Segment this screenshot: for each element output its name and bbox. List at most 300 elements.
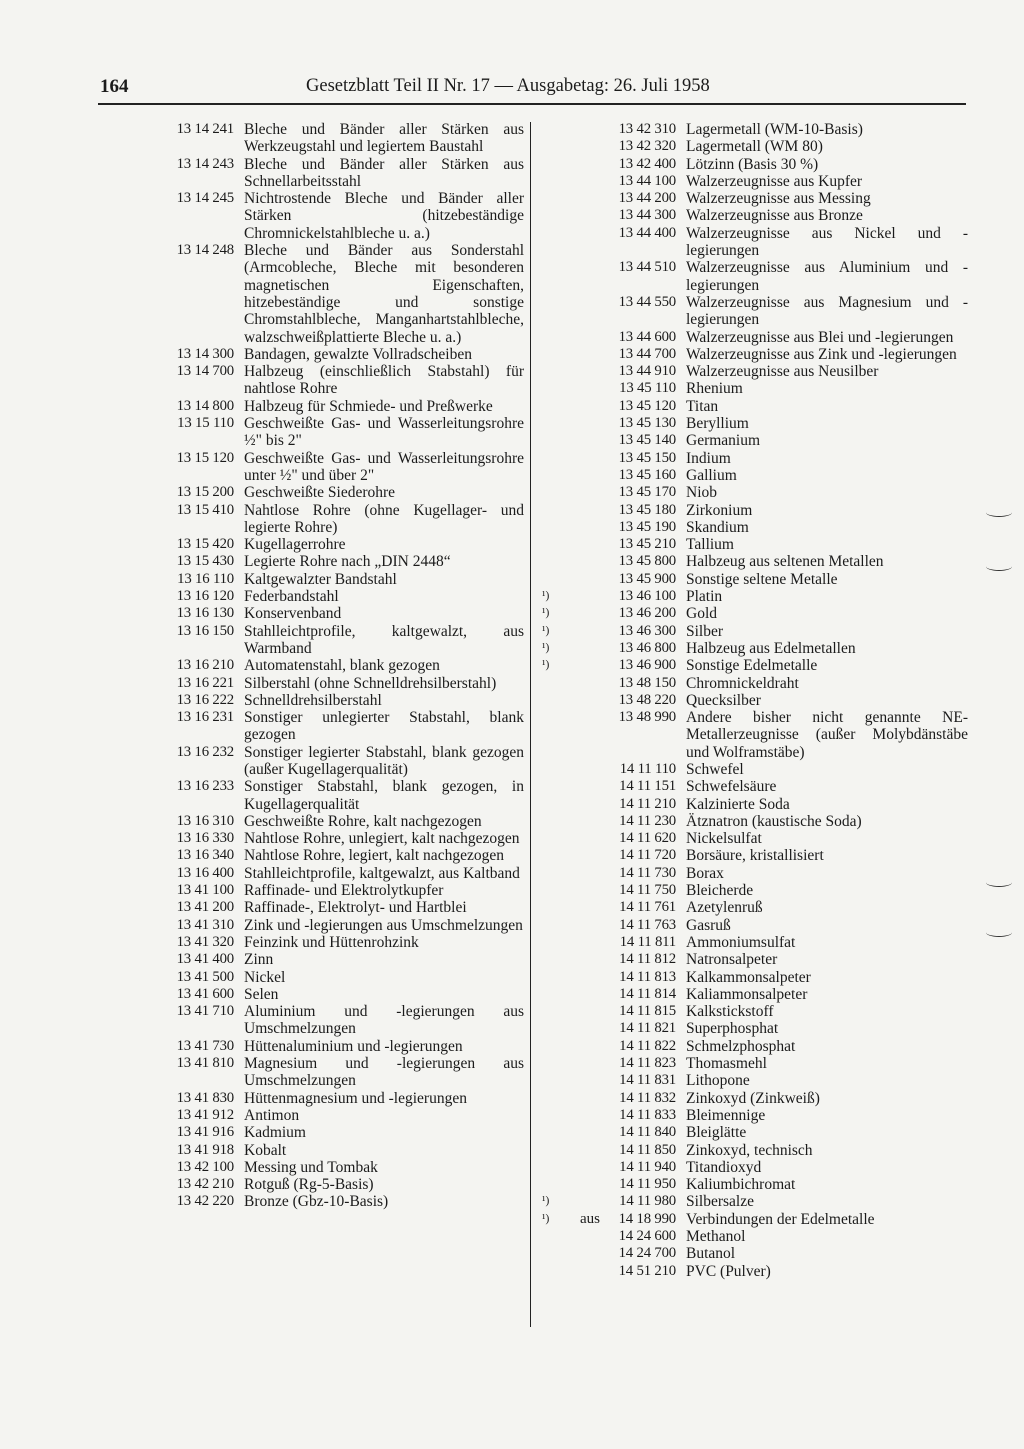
entry-code: 14 24 700 [618, 1245, 676, 1262]
list-entry [538, 623, 968, 640]
list-entry [96, 398, 524, 415]
entry-description: Zirkonium [686, 501, 753, 519]
entry-code: 13 16 130 [176, 605, 234, 622]
entry-code: 13 46 200 [618, 605, 676, 622]
footnote-marker: ¹) [542, 1195, 550, 1208]
entry-description: Kugellagerrohre [244, 536, 346, 554]
list-entry [538, 1228, 968, 1245]
entry-code: 13 42 220 [176, 1193, 234, 1210]
list-entry [96, 502, 524, 537]
entry-code: 13 44 100 [618, 172, 676, 189]
list-entry [538, 553, 968, 570]
list-entry [538, 675, 968, 692]
entry-description: Kadmium [244, 1124, 306, 1142]
entry-description: Lötzinn (Basis 30 %) [686, 155, 819, 173]
entry-description: Kobalt [244, 1141, 287, 1159]
entry-description: Azetylenruß [686, 899, 763, 917]
entry-description: Halbzeug für Schmiede- und Preßwerke [244, 397, 493, 415]
entry-description: Methanol [686, 1228, 746, 1245]
entry-description: Ätznatron (kaustische Soda) [686, 812, 862, 830]
list-entry [538, 121, 968, 138]
entry-code: 14 11 814 [619, 985, 676, 1002]
entry-description: Quecksilber [686, 691, 761, 709]
list-entry [96, 951, 524, 968]
entry-description: Lithopone [686, 1072, 750, 1090]
entry-code: 13 14 243 [176, 155, 234, 172]
list-entry [538, 969, 968, 986]
entry-description: Silber [686, 622, 724, 640]
list-entry [96, 190, 524, 242]
list-entry [96, 1176, 524, 1193]
list-entry [538, 380, 968, 397]
entry-code: 14 51 210 [618, 1262, 676, 1279]
entry-description: Platin [686, 588, 723, 606]
list-entry [538, 571, 968, 588]
entry-description: Superphosphat [686, 1020, 779, 1038]
list-entry [96, 1142, 524, 1159]
list-entry [538, 259, 968, 294]
entry-code: 13 45 110 [619, 380, 676, 397]
list-entry [538, 519, 968, 536]
list-entry [538, 1090, 968, 1107]
list-entry [538, 346, 968, 363]
entry-description: Bleche und Bänder aller Stärken aus Werkzeugstahl und legiertem Baustahl [244, 121, 524, 156]
entry-description: Andere bisher nicht genannte NE-Metallerzeugnisse (außer Molybdänstäbe und Wolframstäbe) [686, 709, 968, 761]
entry-description: Titan [686, 397, 719, 415]
entry-description: Niob [686, 484, 717, 502]
list-entry [538, 329, 968, 346]
entry-code: 14 11 822 [619, 1037, 676, 1054]
entry-code: 13 41 600 [176, 985, 234, 1002]
column-divider [530, 122, 531, 1327]
entry-code: 13 45 800 [618, 553, 676, 570]
entry-description: Sonstiger unlegierter Stabstahl, blank gezogen [244, 709, 524, 744]
entry-code: 13 16 222 [176, 691, 234, 708]
entry-description: Hüttenaluminium und -legierungen [244, 1037, 463, 1055]
entry-code: 13 46 800 [618, 639, 676, 656]
entry-description: Lagermetall (WM 80) [686, 138, 823, 156]
list-entry [96, 778, 524, 813]
entry-description: Geschweißte Siederohre [244, 484, 396, 502]
list-entry [96, 744, 524, 779]
entry-description: Germanium [686, 432, 761, 450]
entry-code: 13 16 120 [176, 588, 234, 605]
entry-description: Butanol [686, 1245, 736, 1263]
entry-code: 13 14 245 [176, 190, 234, 207]
entry-code: 13 16 400 [176, 864, 234, 881]
entry-code: 13 16 210 [176, 657, 234, 674]
list-entry [538, 847, 968, 864]
entry-description: Zinn [244, 951, 274, 969]
list-entry [96, 623, 524, 658]
entry-code: 14 11 761 [619, 899, 676, 916]
entry-code: 13 42 210 [176, 1176, 234, 1193]
margin-mark [986, 562, 1012, 571]
entry-description: Stahlleichtprofile, kaltgewalzt, aus Kaltband [244, 864, 520, 882]
list-entry [96, 986, 524, 1003]
entry-description: Geschweißte Rohre, kalt nachgezogen [244, 812, 482, 830]
list-entry [538, 830, 968, 847]
list-entry [96, 692, 524, 709]
list-entry [538, 398, 968, 415]
entry-code: 14 11 950 [619, 1176, 676, 1193]
list-entry [96, 156, 524, 191]
entry-description: Schwefel [686, 760, 744, 778]
entry-description: Gasruß [686, 916, 731, 934]
entry-code: 13 14 248 [176, 242, 234, 259]
entry-code: 13 42 400 [618, 155, 676, 172]
list-entry [538, 156, 968, 173]
entry-code: 14 11 151 [619, 778, 676, 795]
entry-description: Automatenstahl, blank gezogen [244, 657, 440, 675]
entry-code: 13 41 400 [176, 951, 234, 968]
entry-description: Walzerzeugnisse aus Blei und -legierungen [686, 328, 954, 346]
entry-code: 14 11 730 [619, 864, 676, 881]
list-entry [96, 1159, 524, 1176]
entry-description: Chromnickeldraht [686, 674, 799, 692]
entry-code: 13 15 420 [176, 536, 234, 553]
entry-code: 13 46 100 [618, 588, 676, 605]
entry-code: 14 11 812 [619, 951, 676, 968]
entry-code: 13 44 200 [618, 190, 676, 207]
entry-description: Zinkoxyd (Zinkweiß) [686, 1089, 820, 1107]
entry-description: Kaliammonsalpeter [686, 985, 808, 1003]
entry-description: Kaliumbichromat [686, 1176, 796, 1194]
entry-code: 14 11 980 [619, 1193, 676, 1210]
entry-description: Magnesium und -legierungen aus Umschmelzungen [244, 1055, 524, 1090]
list-entry [538, 363, 968, 380]
margin-mark [986, 508, 1012, 517]
entry-description: Nickelsulfat [686, 830, 762, 848]
entry-description: Schnelldrehsilberstahl [244, 691, 382, 709]
list-entry [538, 588, 968, 605]
list-entry [96, 1090, 524, 1107]
list-entry [96, 1107, 524, 1124]
entry-code: 13 41 100 [176, 882, 234, 899]
list-entry [538, 917, 968, 934]
entry-code: 13 15 200 [176, 484, 234, 501]
entry-description: Kalzinierte Soda [686, 795, 790, 813]
entry-description: Nickel [244, 968, 286, 986]
entry-code: 13 16 232 [176, 743, 234, 760]
footnote-marker: ¹) [542, 624, 550, 637]
entry-code: 13 41 830 [176, 1089, 234, 1106]
entry-description: Walzerzeugnisse aus Zink und -legierungen [686, 345, 957, 363]
list-entry [538, 865, 968, 882]
entry-code: 13 14 700 [176, 363, 234, 380]
entry-description: Bleicherde [686, 882, 754, 900]
list-entry [538, 207, 968, 224]
entry-description: Rotguß (Rg-5-Basis) [244, 1176, 374, 1194]
entry-code: 14 11 823 [619, 1055, 676, 1072]
list-entry [96, 882, 524, 899]
list-entry [538, 778, 968, 795]
entry-code: 14 11 750 [619, 882, 676, 899]
entry-code: 13 15 410 [176, 501, 234, 518]
entry-code: 13 44 400 [618, 224, 676, 241]
list-entry [538, 796, 968, 813]
entry-description: Bleche und Bänder aller Stärken aus Schnellarbeitsstahl [244, 155, 524, 190]
entry-code: 14 11 815 [619, 1003, 676, 1020]
entry-description: PVC (Pulver) [686, 1262, 771, 1280]
entry-code: 13 46 900 [618, 657, 676, 674]
list-entry [538, 1003, 968, 1020]
entry-code: 13 16 310 [176, 812, 234, 829]
entry-code: 14 11 850 [619, 1141, 676, 1158]
entry-description: Borax [686, 864, 724, 882]
list-entry [96, 1003, 524, 1038]
entry-description: Sonstiger Stabstahl, blank gezogen, in Kugellagerqualität [244, 778, 524, 813]
entry-code: 13 42 310 [618, 121, 676, 137]
aus-qualifier: aus [580, 1210, 600, 1227]
entry-code: 13 48 220 [618, 691, 676, 708]
left-column [96, 121, 524, 1211]
margin-mark [986, 878, 1012, 887]
list-entry [96, 571, 524, 588]
entry-code: 13 15 110 [177, 415, 234, 432]
entry-code: 13 45 130 [618, 415, 676, 432]
entry-code: 13 41 310 [176, 916, 234, 933]
entry-description: Halbzeug (einschließlich Stabstahl) für nahtlose Rohre [244, 363, 524, 398]
entry-code: 13 16 340 [176, 847, 234, 864]
entry-code: 13 44 700 [618, 345, 676, 362]
entry-description: Bleimennige [686, 1106, 766, 1124]
list-entry [538, 1072, 968, 1089]
entry-code: 13 42 100 [176, 1158, 234, 1175]
list-entry [538, 450, 968, 467]
entry-code: 13 45 160 [618, 466, 676, 483]
list-entry [538, 536, 968, 553]
entry-code: 13 15 120 [176, 449, 234, 466]
entry-code: 14 11 230 [619, 812, 676, 829]
entry-code: 13 48 150 [618, 674, 676, 691]
list-entry [538, 640, 968, 657]
entry-description: Halbzeug aus seltenen Metallen [686, 553, 884, 571]
entry-description: Bandagen, gewalzte Vollradscheiben [244, 345, 472, 363]
page-number: 164 [100, 76, 129, 97]
entry-code: 14 18 990 [618, 1210, 676, 1227]
entry-code: 14 11 831 [619, 1072, 676, 1089]
entry-code: 13 44 600 [618, 328, 676, 345]
entry-code: 14 11 763 [619, 916, 676, 933]
list-entry [538, 1055, 968, 1072]
list-entry [96, 588, 524, 605]
list-entry [538, 813, 968, 830]
entry-code: 13 14 800 [176, 397, 234, 414]
list-entry [96, 363, 524, 398]
list-entry [538, 173, 968, 190]
entry-description: Thomasmehl [686, 1055, 767, 1073]
list-entry [538, 1176, 968, 1193]
entry-description: Bleiglätte [686, 1124, 747, 1142]
entry-description: Aluminium und -legierungen aus Umschmelzungen [244, 1003, 524, 1038]
entry-code: 13 41 320 [176, 933, 234, 950]
entry-description: Federbandstahl [244, 588, 339, 606]
entry-description: Legierte Rohre nach „DIN 2448“ [244, 553, 451, 571]
list-entry [96, 657, 524, 674]
entry-description: Gallium [686, 466, 737, 484]
entry-description: Skandium [686, 518, 749, 536]
list-entry [96, 969, 524, 986]
entry-description: Nahtlose Rohre, unlegiert, kalt nachgezogen [244, 830, 520, 848]
entry-description: Walzerzeugnisse aus Neusilber [686, 363, 879, 381]
entry-description: Nahtlose Rohre (ohne Kugellager- und legierte Rohre) [244, 501, 524, 536]
list-entry [96, 484, 524, 501]
list-entry [538, 934, 968, 951]
entry-code: 14 11 940 [619, 1158, 676, 1175]
entry-description: Walzerzeugnisse aus Bronze [686, 207, 863, 225]
list-entry [96, 813, 524, 830]
entry-code: 13 16 110 [177, 570, 234, 587]
entry-description: Walzerzeugnisse aus Aluminium und -legierungen [686, 259, 968, 294]
entry-description: Halbzeug aus Edelmetallen [686, 639, 856, 657]
entry-code: 13 44 510 [618, 259, 676, 276]
entry-description: Bleche und Bänder aus Sonderstahl (Armcobleche, Bleche mit besonderen magnetischen Eigenschaften, hitzebeständige und sonstige Chromstahlbleche, Manganhartstahlbleche, walzschweißplattierte Bleche u. a.) [244, 242, 524, 346]
entry-description: Silberstahl (ohne Schnelldrehsilberstahl) [244, 674, 497, 692]
list-entry [538, 882, 968, 899]
entry-description: Messing und Tombak [244, 1158, 378, 1176]
entry-code: 13 44 910 [618, 363, 676, 380]
right-column [538, 121, 968, 1280]
list-entry [96, 865, 524, 882]
list-entry [538, 138, 968, 155]
footnote-marker: ¹) [542, 590, 550, 603]
list-entry [96, 1038, 524, 1055]
list-entry [96, 830, 524, 847]
entry-description: Natronsalpeter [686, 951, 778, 969]
list-entry [96, 121, 524, 156]
footnote-marker: ¹) [542, 659, 550, 672]
list-entry [96, 934, 524, 951]
entry-description: Geschweißte Gas- und Wasserleitungsrohre unter ½" und über 2" [244, 449, 524, 484]
entry-description: Konservenband [244, 605, 342, 623]
entry-description: Tallium [686, 536, 734, 554]
entry-code: 13 16 330 [176, 830, 234, 847]
entry-code: 13 42 320 [618, 138, 676, 155]
list-entry [538, 692, 968, 709]
entry-description: Walzerzeugnisse aus Magnesium und -legierungen [686, 293, 968, 329]
entry-code: 13 45 210 [618, 536, 676, 553]
entry-description: Sonstige seltene Metalle [686, 570, 838, 588]
entry-code: 14 11 840 [619, 1124, 676, 1141]
entry-description: Bronze (Gbz-10-Basis) [244, 1193, 389, 1211]
entry-description: Borsäure, kristallisiert [686, 847, 824, 865]
list-entry [96, 553, 524, 570]
entry-code: 13 45 120 [618, 397, 676, 414]
list-entry [538, 1263, 968, 1280]
list-entry [96, 675, 524, 692]
list-entry [96, 917, 524, 934]
list-entry [96, 536, 524, 553]
entry-code: 13 16 221 [176, 674, 234, 691]
entry-description: Kalkstickstoff [686, 1003, 774, 1021]
entry-description: Zink und -legierungen aus Umschmelzungen [244, 916, 523, 934]
entry-description: Schwefelsäure [686, 778, 777, 796]
list-entry [538, 1020, 968, 1037]
list-entry [538, 1142, 968, 1159]
list-entry [538, 1211, 968, 1228]
footnote-marker: ¹) [542, 1212, 550, 1225]
entry-code: 13 44 300 [618, 207, 676, 224]
list-entry [96, 709, 524, 744]
entry-code: 14 24 600 [618, 1228, 676, 1244]
entry-description: Hüttenmagnesium und -legierungen [244, 1089, 467, 1107]
list-entry [538, 467, 968, 484]
list-entry [538, 415, 968, 432]
footnote-marker: ¹) [542, 641, 550, 654]
entry-code: 14 11 833 [619, 1106, 676, 1123]
entry-description: Kalkammonsalpeter [686, 968, 811, 986]
entry-code: 13 44 550 [618, 293, 676, 310]
entry-description: Schmelzphosphat [686, 1037, 796, 1055]
list-entry [538, 986, 968, 1003]
footnote-marker: ¹) [542, 607, 550, 620]
entry-description: Raffinade- und Elektrolytkupfer [244, 882, 444, 900]
entry-code: 13 45 170 [618, 484, 676, 501]
entry-code: 14 11 720 [619, 847, 676, 864]
entry-code: 14 11 832 [619, 1089, 676, 1106]
list-entry [538, 657, 968, 674]
entry-code: 13 41 730 [176, 1037, 234, 1054]
list-entry [96, 847, 524, 864]
header-rule [98, 103, 966, 105]
entry-code: 13 41 500 [176, 968, 234, 985]
entry-description: Sonstiger legierter Stabstahl, blank gezogen (außer Kugellagerqualität) [244, 743, 524, 778]
list-entry [538, 1159, 968, 1176]
entry-code: 13 16 150 [176, 622, 234, 639]
entry-code: 13 14 300 [176, 345, 234, 362]
entry-code: 13 15 430 [176, 553, 234, 570]
list-entry [538, 225, 968, 260]
entry-description: Verbindungen der Edelmetalle [686, 1210, 875, 1228]
list-entry [538, 1245, 968, 1262]
entry-description: Ammoniumsulfat [686, 933, 796, 951]
list-entry [538, 1193, 968, 1210]
entry-code: 13 46 300 [618, 622, 676, 639]
list-entry [538, 1124, 968, 1141]
list-entry [538, 951, 968, 968]
entry-description: Silbersalze [686, 1193, 755, 1211]
entry-description: Walzerzeugnisse aus Nickel und -legierungen [686, 224, 968, 260]
entry-code: 13 45 150 [618, 449, 676, 466]
entry-code: 14 11 811 [619, 933, 676, 950]
entry-description: Indium [686, 449, 731, 467]
entry-code: 14 11 620 [619, 830, 676, 847]
entry-code: 13 14 241 [176, 121, 234, 137]
list-entry [538, 605, 968, 622]
list-entry [96, 1124, 524, 1141]
list-entry [96, 1193, 524, 1210]
entry-description: Geschweißte Gas- und Wasserleitungsrohre ½" bis 2" [244, 415, 524, 450]
list-entry [96, 1055, 524, 1090]
list-entry [96, 450, 524, 485]
entry-code: 13 16 233 [176, 778, 234, 795]
margin-mark [986, 928, 1012, 937]
list-entry [538, 190, 968, 207]
entry-code: 13 41 810 [176, 1055, 234, 1072]
entry-description: Stahlleichtprofile, kaltgewalzt, aus Warmband [244, 622, 524, 657]
list-entry [538, 1107, 968, 1124]
entry-description: Rhenium [686, 380, 743, 398]
entry-description: Lagermetall (WM-10-Basis) [686, 121, 863, 138]
list-entry [96, 346, 524, 363]
list-entry [538, 709, 968, 761]
entry-code: 13 41 918 [176, 1141, 234, 1158]
list-entry [96, 415, 524, 450]
entry-code: 13 41 916 [176, 1124, 234, 1141]
entry-description: Walzerzeugnisse aus Messing [686, 190, 871, 208]
page-header-title: Gesetzblatt Teil II Nr. 17 — Ausgabetag: 26. Juli 1958 [306, 76, 710, 96]
